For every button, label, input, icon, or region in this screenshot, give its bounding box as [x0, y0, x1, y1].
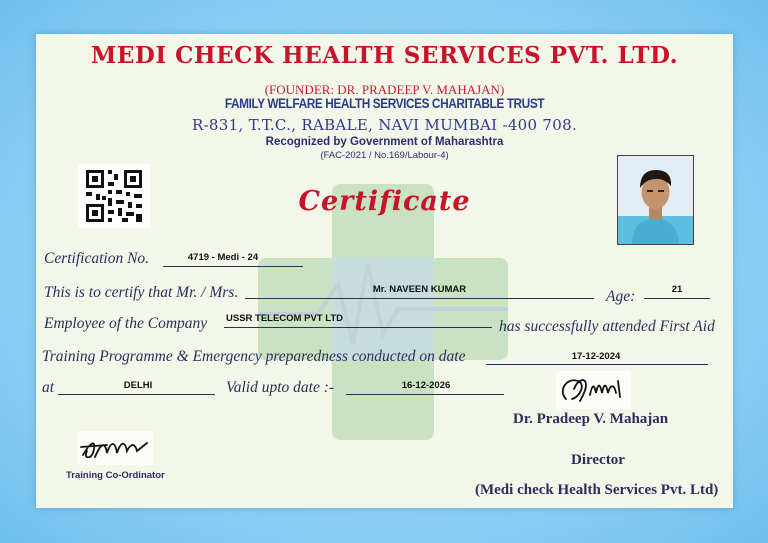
- coordinator-title: Training Co-Ordinator: [66, 470, 165, 481]
- address-line: R-831, T.T.C., RABALE, NAVI MUMBAI -400 708.: [191, 116, 578, 134]
- training-location: DELHI: [123, 380, 153, 391]
- company-title: MEDI CHECK HEALTH SERVICES PVT. LTD.: [90, 42, 679, 69]
- employer-company: USSR TELECOM PVT LTD: [226, 313, 343, 324]
- director-name: Dr. Pradeep V. Mahajan: [513, 411, 669, 427]
- participant-name: Mr. NAVEEN KUMAR: [372, 284, 467, 295]
- cert-no-label: Certification No.: [44, 250, 150, 267]
- age-label: Age:: [606, 288, 636, 305]
- attended-label: has successfully attended First Aid: [499, 318, 715, 335]
- coordinator-signature: [77, 431, 153, 465]
- employee-label: Employee of the Company: [44, 315, 208, 332]
- cert-no-value: 4719 - Medi - 24: [187, 252, 259, 263]
- director-title: Director: [571, 452, 625, 468]
- valid-upto-date: 16-12-2026: [401, 380, 451, 391]
- certificate-title: Certificate: [298, 186, 471, 217]
- director-signature: [556, 371, 631, 409]
- training-label: Training Programme & Emergency preparedness conducted on date: [42, 348, 466, 365]
- at-label: at: [42, 379, 55, 396]
- recognition-line: Recognized by Government of Maharashtra: [265, 136, 504, 148]
- registration-line: (FAC-2021 / No.169/Labour-4): [320, 150, 449, 161]
- director-organization: (Medi check Health Services Pvt. Ltd): [475, 482, 719, 498]
- training-date: 17-12-2024: [571, 351, 621, 362]
- trust-line: FAMILY WELFARE HEALTH SERVICES CHARITABLE TRUST: [224, 96, 545, 111]
- valid-label: Valid upto date :-: [226, 379, 335, 396]
- certificate-sheet: [36, 34, 733, 508]
- certify-label: This is to certify that Mr. / Mrs.: [44, 284, 239, 301]
- participant-age: 21: [671, 284, 683, 295]
- founder-line: (FOUNDER: DR. PRADEEP V. MAHAJAN): [264, 82, 505, 97]
